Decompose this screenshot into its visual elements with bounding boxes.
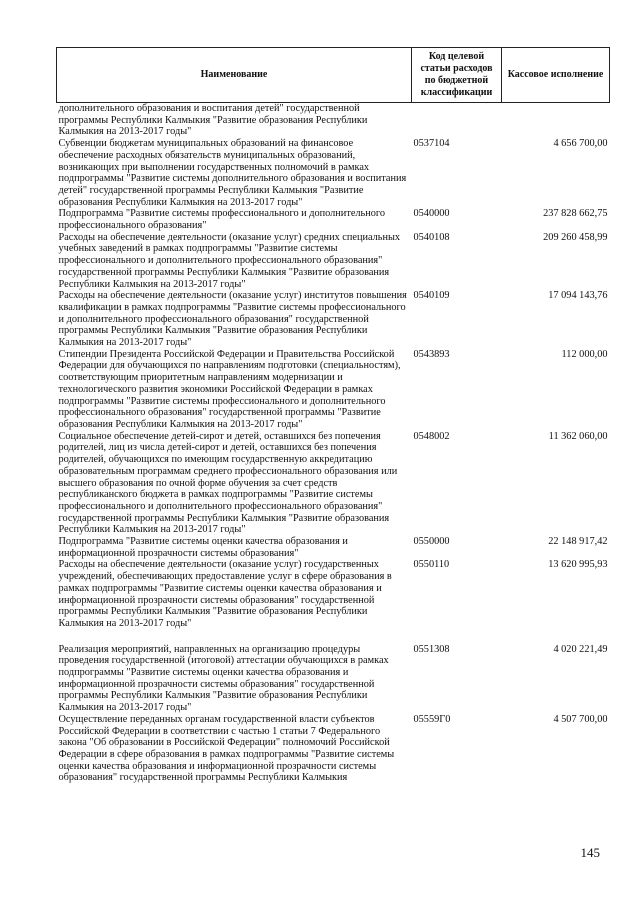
- row-amount: 13 620 995,93: [548, 559, 608, 571]
- row-code: 0550110: [413, 559, 450, 571]
- row-spacer: [57, 630, 610, 644]
- row-code: 0550000: [413, 536, 450, 548]
- page-number: 145: [580, 845, 600, 860]
- row-code: 0543893: [413, 348, 450, 360]
- table-row: [57, 103, 610, 139]
- row-name: Реализация мероприятий, направленных на организацию процедуры проведения государственной (итоговой) аттестации обучающихся в рамках подпрограммы "Развитие системы оценки качества образования и информационной прозрачности системы образования" государственной программы Республики Калмыкия "Развитие образования Республики Калмыкия на 2013-2017 годы": [58, 643, 389, 714]
- row-amount: 4 020 221,49: [553, 643, 608, 655]
- row-code: 0551308: [413, 643, 450, 655]
- header-amount: Кассовое исполнение: [502, 48, 610, 103]
- row-amount: 11 362 060,00: [548, 430, 608, 442]
- table-row: [57, 232, 610, 291]
- row-code: 0537104: [413, 138, 450, 150]
- spacer-cell: [57, 630, 610, 644]
- row-code: 0540108: [413, 231, 450, 243]
- row-amount: [502, 103, 610, 139]
- table-row: [57, 349, 610, 431]
- row-name: Подпрограмма "Развитие системы профессионального и дополнительного профессионального образования": [58, 208, 385, 232]
- row-name: Расходы на обеспечение деятельности (оказание услуг) средних специальных учебных заведений в рамках подпрограммы "Развитие системы профессионального и дополнительного профессионального образования" государственной программы Республики Калмыкия "Развитие образования Республики Калмыкия на 2013-2017 годы": [58, 231, 401, 290]
- table-row: [57, 559, 610, 629]
- row-amount: 237 828 662,75: [543, 208, 608, 220]
- row-name: Подпрограмма "Развитие системы оценки качества образования и информационной прозрачности системы образования": [58, 536, 348, 559]
- row-name: Расходы на обеспечение деятельности (оказание услуг) государственных учреждений, обеспечивающих предоставление услуг в сфере образования в рамках подпрограммы "Развитие системы оценки качества образования и информационной прозрачности системы образования" государственной программы Республики Калмыкия "Развитие образования Республики Калмыкия на 2013-2017 годы": [58, 559, 392, 629]
- table-body: [57, 103, 610, 785]
- row-name: Субвенции бюджетам муниципальных образований на финансовое обеспечение расходных обязательств муниципальных образований, возникающих при выполнении государственных полномочий в рамках подпрограммы "Развитие системы дополнительного образования и воспитания детей" государственной программы Республики Калмыкия "Развитие образования Республики Калмыкия на 2013-2017 годы": [58, 138, 407, 208]
- row-name: дополнительного образования и воспитания детей" государственной программы Республики Калмыкия "Развитие образования Республики Калмыкия на 2013-2017 годы": [58, 103, 368, 138]
- row-code: 05559Г0: [413, 713, 451, 725]
- table-row: [57, 536, 610, 559]
- row-amount: 22 148 917,42: [548, 536, 608, 548]
- row-amount: 209 260 458,99: [543, 231, 608, 243]
- row-amount: 17 094 143,76: [548, 290, 608, 302]
- table-row: [57, 644, 610, 714]
- budget-table: [56, 47, 610, 784]
- row-name: Социальное обеспечение детей-сирот и детей, оставшихся без попечения родителей, лиц из числа детей-сирот и детей, оставшихся без попечения родителей, обучающихся по имеющим государственную аккредитацию образовательным программам среднего профессионального образования или высшего образования по очной форме обучения за счет средств республиканского бюджета в рамках подпрограммы "Развитие системы профессионального и дополнительного профессионального образования" государственной программы Республики Калмыкия "Развитие образования Республики Калмыкия на 2013-2017 годы": [58, 430, 398, 536]
- row-code: 0540109: [413, 290, 450, 302]
- table-row: [57, 290, 610, 349]
- table-header: [57, 48, 610, 103]
- header-name: Наименование: [57, 48, 412, 103]
- table-row: [57, 714, 610, 784]
- row-code: [412, 103, 502, 139]
- table-row: [57, 208, 610, 231]
- row-name: Осуществление переданных органам государственной власти субъектов Российской Федерации в соответствии с частью 1 статьи 7 Федерального закона "Об образовании в Российской Федерации" полномочий Российской Федерации в сфере образования в рамках подпрограммы "Развитие системы оценки качества образования и информационной прозрачности системы образования" государственной программы Республики Калмыкия: [58, 713, 395, 784]
- row-code: 0548002: [413, 430, 450, 442]
- row-name: Расходы на обеспечение деятельности (оказание услуг) институтов повышения квалификации в рамках подпрограммы "Развитие системы профессионального и дополнительного профессионального образования" государственной программы Республики Калмыкия "Развитие образования Республики Калмыкия на 2013-2017 годы": [58, 290, 407, 349]
- header-code: Код целевой статьи расходов по бюджетной классификации: [412, 48, 502, 103]
- table-row: [57, 138, 610, 208]
- row-name: Стипендии Президента Российской Федерации и Правительства Российской Федерации для обучающихся по направлениям подготовки (специальностям), соответствующим приоритетным направлениям модернизации и технологического развития экономики Российской Федерации в рамках подпрограммы "Развитие системы профессионального и дополнительного профессионального образования" государственной программы "Развитие образования Республики Калмыкия на 2013-2017 годы": [58, 348, 401, 430]
- row-amount: 112 000,00: [561, 348, 608, 360]
- row-amount: 4 656 700,00: [553, 138, 608, 150]
- row-amount: 4 507 700,00: [553, 713, 608, 725]
- table-row: [57, 431, 610, 536]
- row-code: 0540000: [413, 208, 450, 220]
